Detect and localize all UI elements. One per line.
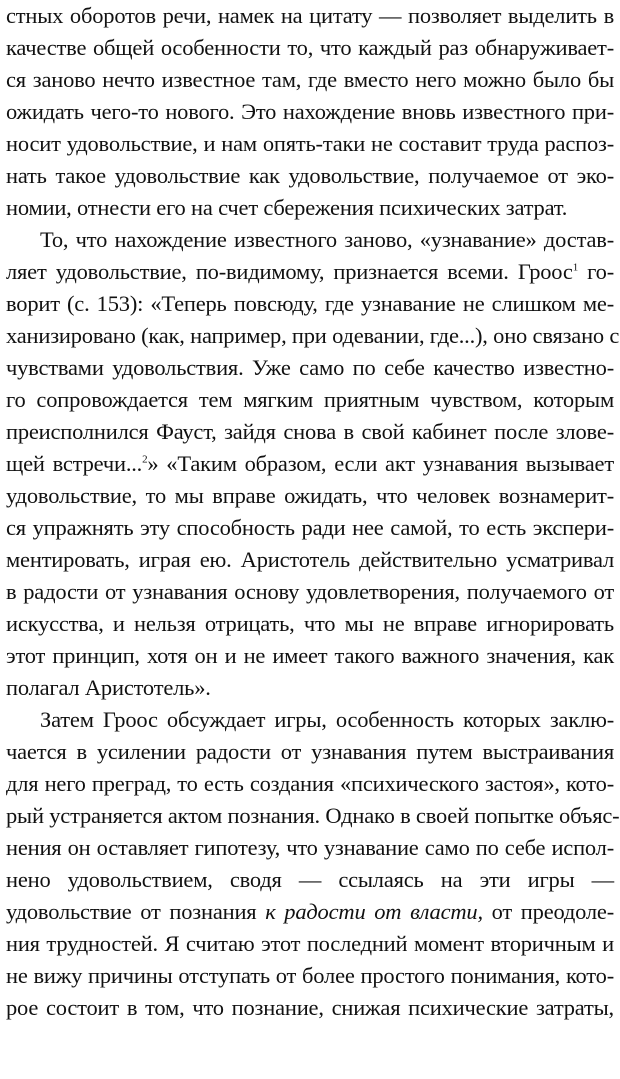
text-line: этот принцип, хотя он и не имеет такого важного значения, как — [6, 643, 614, 668]
text-line: нения он оставляет гипотезу, что узнавание само по себе испол- — [6, 835, 614, 860]
text-line: ожидать чего-то нового. Это нахождение вновь известного при- — [6, 99, 614, 124]
emphasized-text: к радости от власти, — [265, 899, 483, 924]
text-line: для него преград, то есть создания «психического застоя», кото- — [6, 771, 614, 796]
text-line — [6, 896, 614, 928]
text-line: в радости от узнавания основу удовлетворения, получаемого от — [6, 579, 614, 604]
footnote-reference[interactable]: 1 — [572, 261, 579, 274]
text-line: го сопровождается тем мягким приятным чувством, которым — [6, 387, 614, 412]
text-line: чается в усилении радости от узнавания путем выстраивания — [6, 739, 614, 764]
text-segment: от преодоле- — [482, 899, 614, 924]
text-line: стных оборотов речи, намек на цитату — позволяет выделить в — [6, 3, 614, 28]
text-line: ворит (с. 153): «Теперь повсюду, где узнавание не слишком ме- — [6, 291, 614, 316]
text-line: То, что нахождение известного заново, «узнавание» достав- — [40, 227, 614, 252]
text-line: ния трудностей. Я считаю этот последний момент вторичным и — [6, 931, 614, 956]
text-line: нать такое удовольствие как удовольствие, получаемое от эко- — [6, 163, 614, 188]
text-line: удовольствие, то мы вправе ожидать, что человек вознамерит- — [6, 483, 614, 508]
text-line: рый устраняется актом познания. Однако в своей попытке объяс- — [6, 803, 620, 828]
text-line: не вижу причины отступать от более простого понимания, кото- — [6, 963, 614, 988]
text-line: качестве общей особенности то, что каждый раз обнаруживает- — [6, 35, 614, 60]
text-line: рое состоит в том, что познание, снижая психические затраты, — [6, 995, 614, 1020]
text-line: преисполнился Фауст, зайдя снова в свой кабинет после зловe- — [6, 419, 614, 444]
text-line: ментировать, играя ею. Аристотель действительно усматривал — [6, 547, 614, 572]
text-line: нено удовольствием, сводя — ссылаясь на эти игры — — [6, 867, 614, 892]
text-line: номии, отнести его на счет сбережения психических затрат. — [6, 195, 568, 220]
text-segment: ляет удовольствие, по-видимому, признается всеми. Гроос — [6, 259, 573, 284]
text-line — [6, 256, 614, 288]
text-line: ся заново нечто известное там, где вместо него можно было бы — [6, 67, 614, 92]
text-segment: го- — [578, 259, 614, 284]
text-line: чувствами удовольствия. Уже само по себе качество известно- — [6, 355, 614, 380]
text-segment: удовольствие от познания — [6, 899, 266, 924]
text-segment: » «Таким образом, если акт узнавания вызывает — [147, 451, 614, 476]
footnote-reference[interactable]: 2 — [142, 453, 148, 466]
text-line: ся упражнять эту способность ради нее самой, то есть экспери- — [6, 515, 614, 540]
text-segment: щей встречи... — [6, 451, 143, 476]
text-line — [6, 448, 614, 480]
text-line: искусства, и нельзя отрицать, что мы не вправе игнорировать — [6, 611, 614, 636]
text-line: носит удовольствие, и нам опять-таки не составит труда распоз- — [6, 131, 614, 156]
text-line: Затем Гроос обсуждает игры, особенность которых заклю- — [40, 707, 614, 732]
text-line: полагал Аристотель». — [6, 675, 211, 700]
text-line: ханизировано (как, например, при одевании, где...), оно связано с — [6, 323, 620, 348]
